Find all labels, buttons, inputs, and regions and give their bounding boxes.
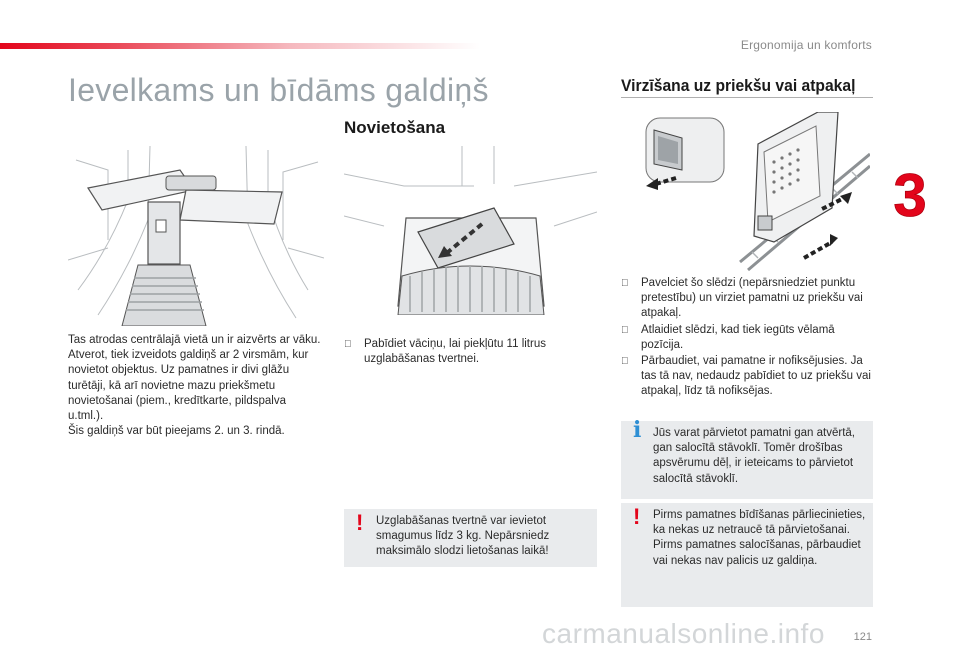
list-item: Pavelciet šo slēdzi (nepārsniedziet punktu pretestību) un virziet pamatni uz priekšu vai atpakaļ.	[621, 276, 873, 322]
moving-steps	[621, 276, 873, 401]
warning-icon: !	[356, 510, 364, 535]
chapter-number	[882, 162, 938, 226]
bullet-icon	[621, 276, 629, 291]
placing-steps	[344, 337, 597, 368]
title-divider	[621, 97, 873, 98]
watermark: carmanualsonline.info	[542, 618, 825, 649]
page-title: Ievelkams un bīdāms galdiņš	[68, 72, 489, 108]
list-item: Pabīdiet vāciņu, lai piekļūtu 11 litrus uzglabāšanas tvertnei.	[344, 337, 597, 367]
info-text: Jūs varat pārvietot pamatni gan atvērtā, gan salocītā stāvoklī. Tomēr drošības apsvērumu dēļ, ir ieteicams to pārvietot salocītā stāvoklī.	[653, 427, 855, 485]
info-icon: i	[633, 417, 642, 443]
moving-title: Virzīšana uz priekšu vai atpakaļ	[621, 76, 856, 95]
section-header: Ergonomija un komforts	[740, 38, 872, 52]
list-item: Pārbaudiet, vai pamatne ir nofiksējusies. Ja tas tā nav, nedaudz pabīdiet to uz priekšu vai atpakaļ, līdz tā nofiksējas.	[621, 354, 873, 400]
header-accent-bar	[0, 43, 480, 49]
placing-title: Novietošana	[344, 118, 446, 137]
page-number: 121	[853, 631, 872, 643]
storage-illustration	[344, 146, 597, 315]
slide-warning-box	[621, 503, 873, 607]
list-item: Atlaidiet slēdzi, kad tiek iegūts vēlamā pozīcija.	[621, 323, 873, 353]
storage-warning-box	[344, 509, 597, 567]
table-description: Tas atrodas centrālajā vietā un ir aizvērts ar vāku. Atverot, tiek izveidots galdiņš ar 2 virsmām, kur novietot objektus. Uz pamatnes ir divi glāžu turētāji, kā arī novietne mazu priekšmetu novietošanai (piem., kredītkarte, pildspalva u.tml.). Šis galdiņš var būt pieejams 2. un 3. rindā.	[68, 333, 324, 439]
bullet-icon	[621, 323, 629, 338]
table-illustration	[68, 140, 324, 326]
svg-text:3: 3	[893, 162, 927, 226]
bullet-icon	[344, 337, 352, 352]
warning-text: Pirms pamatnes bīdīšanas pārliecinieties, ka nekas uz netraucē tā pārvietošanai. Pirms pamatnes salocīšanas, pārbaudiet vai nekas nav palicis uz galdiņa.	[653, 509, 866, 567]
info-box	[621, 417, 873, 499]
bullet-icon	[621, 354, 629, 369]
rows-note: Šis galdiņš var būt pieejams 2. un 3. rindā.	[68, 425, 285, 438]
slide-illustration	[642, 112, 870, 276]
warning-text: Uzglabāšanas tvertnē var ievietot smagumus līdz 3 kg. Nepārsniedz maksimālo slodzi lietošanas laikā!	[376, 515, 550, 558]
warning-icon: !	[633, 504, 641, 529]
